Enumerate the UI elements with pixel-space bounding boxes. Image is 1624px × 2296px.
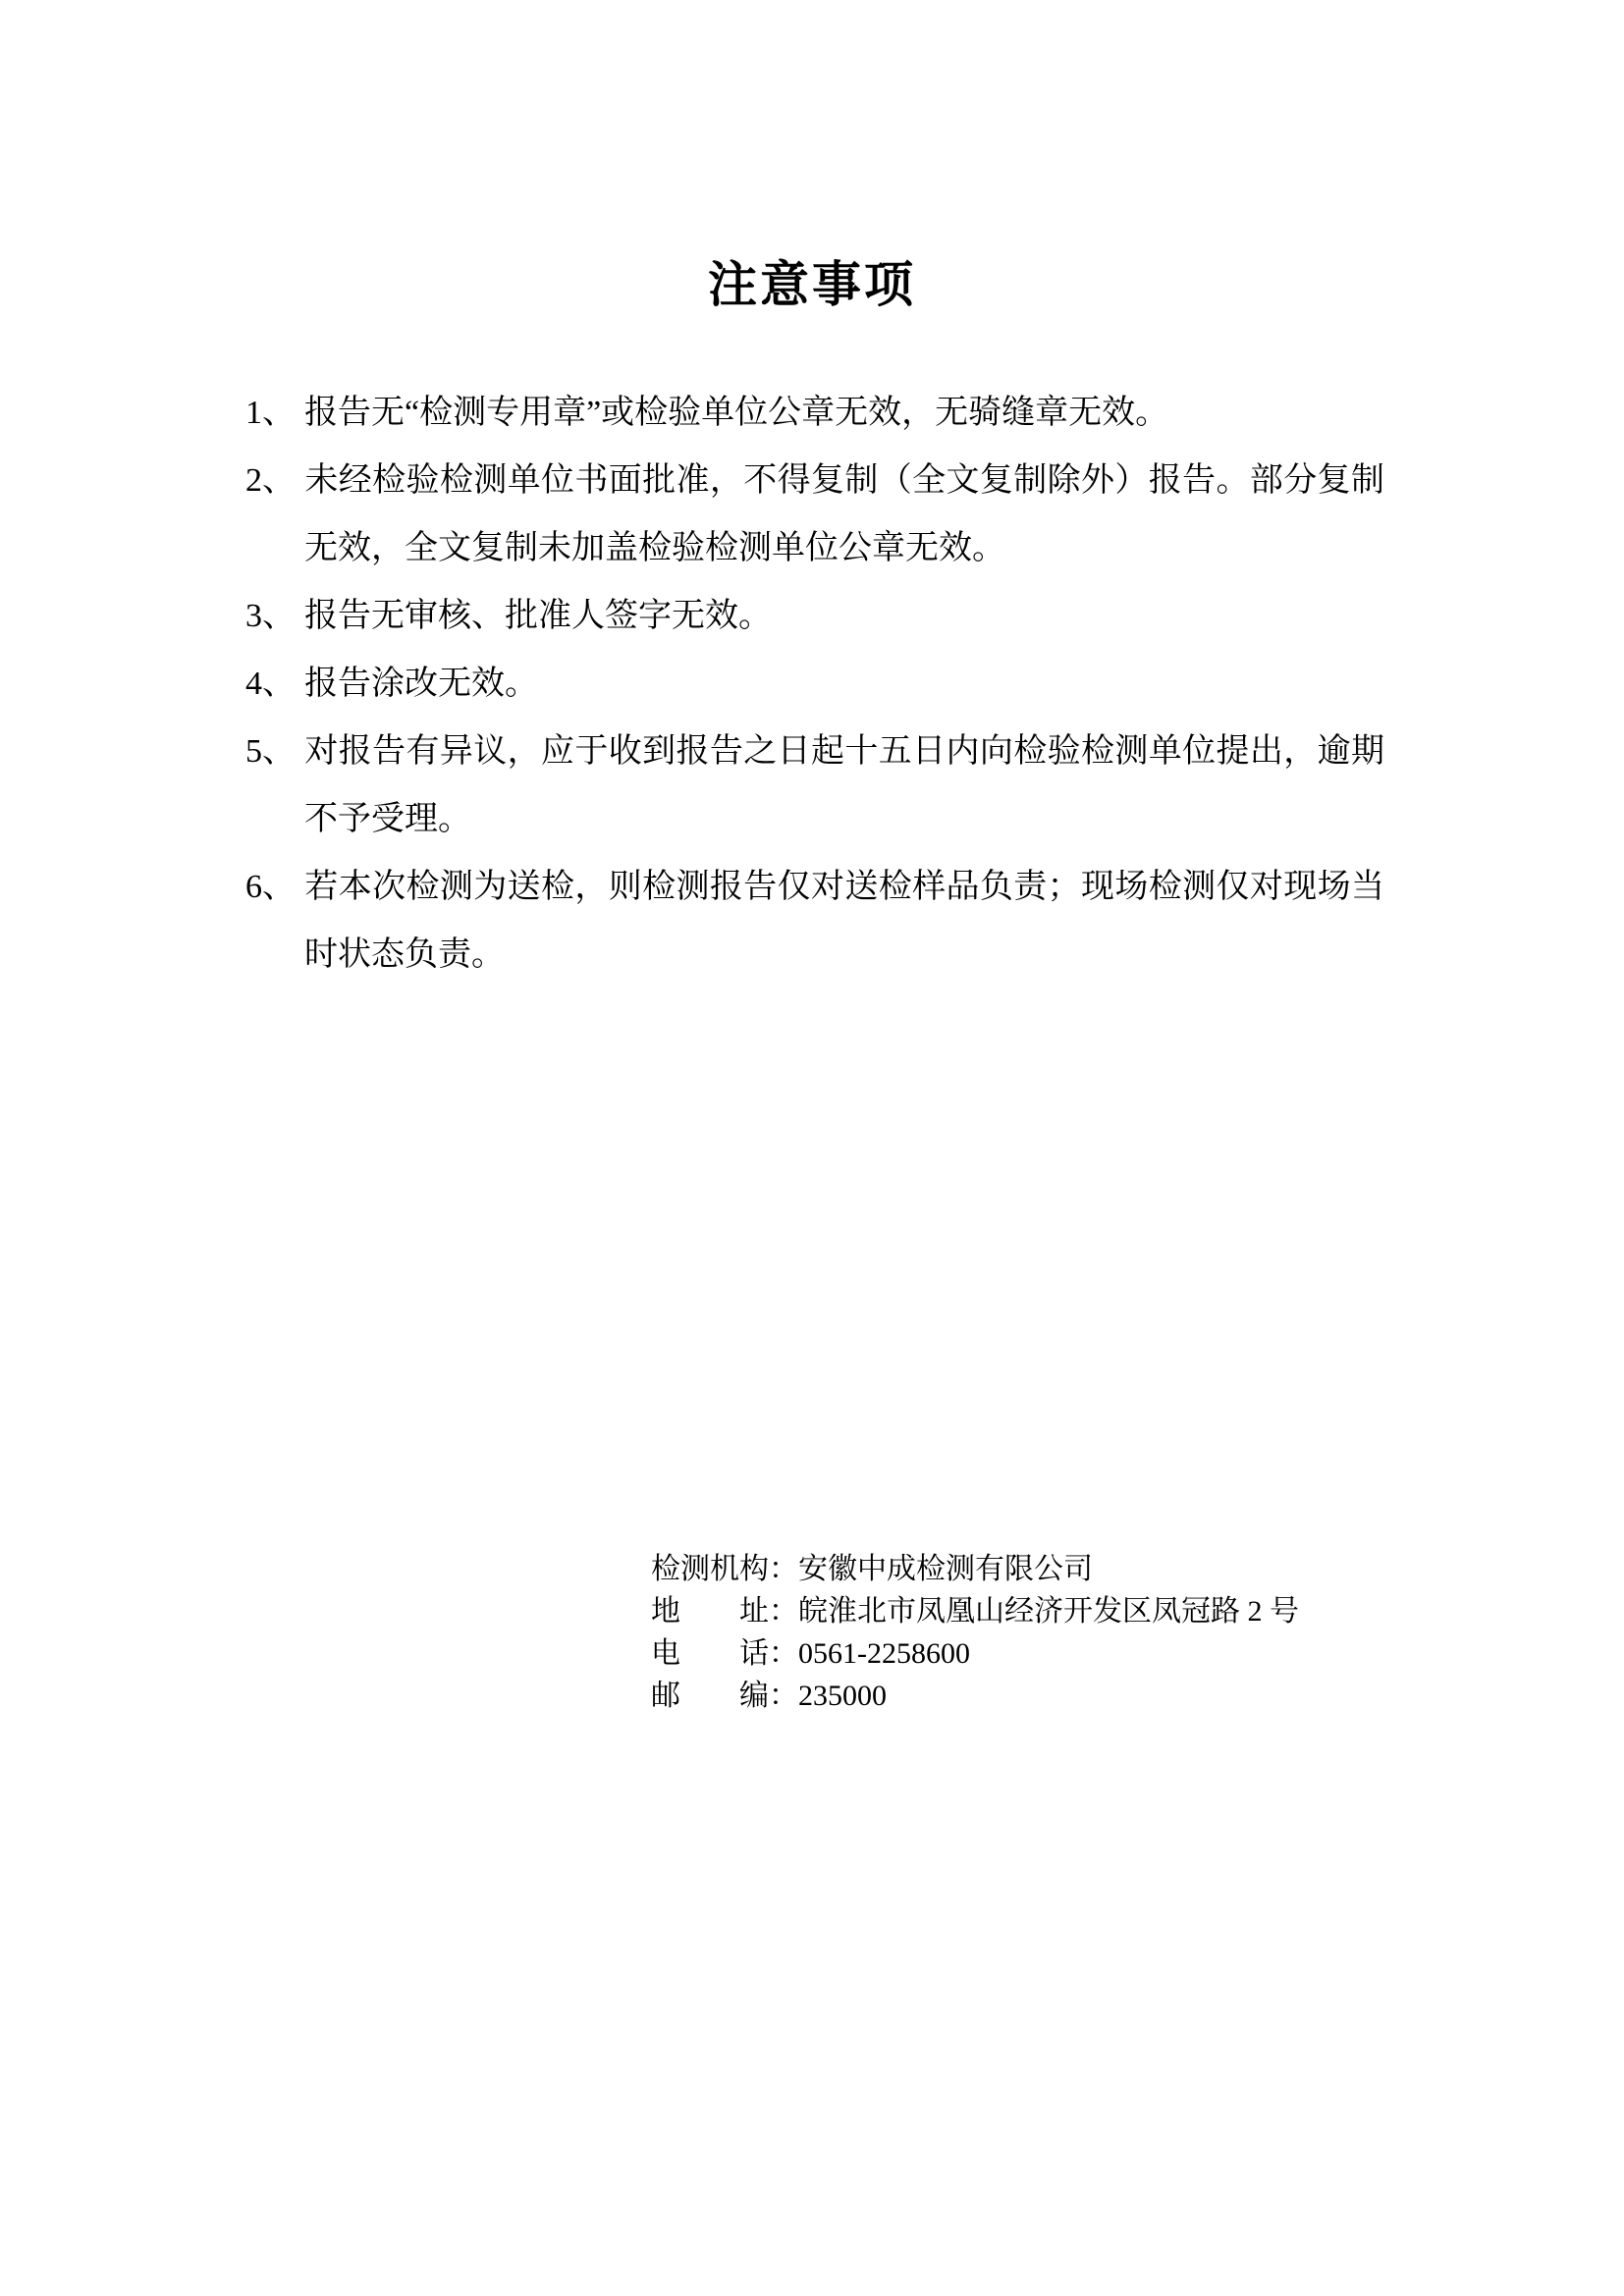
contact-block [651,1548,1299,1717]
contact-label: 电 话： [651,1637,798,1670]
contact-row-phone [651,1632,1299,1675]
list-item [245,582,1384,650]
list-item-text: 若本次检测为送检，则检测报告仅对送检样品负责；现场检测仅对现场当时状态负责。 [304,869,1384,973]
list-item-number: 2、 [245,462,296,499]
list-item-number: 3、 [245,598,296,634]
list-item-text: 报告涂改无效。 [304,666,538,702]
contact-row-postcode [651,1675,1299,1717]
contact-value: 0561-2258600 [798,1637,970,1670]
list-item-text: 报告无“检测专用章”或检验单位公章无效，无骑缝章无效。 [304,395,1169,431]
contact-label: 检测机构： [651,1553,798,1585]
list-item [245,718,1384,853]
list-item-number: 6、 [245,869,296,905]
list-item-text: 对报告有异议，应于收到报告之日起十五日内向检验检测单位提出，逾期不予受理。 [304,733,1384,837]
list-item-number: 4、 [245,666,296,702]
contact-value: 235000 [798,1680,887,1712]
contact-value: 安徽中成检测有限公司 [798,1553,1093,1585]
list-item [245,650,1384,718]
page-title: 注意事项 [708,257,916,312]
list-item-text: 报告无审核、批准人签字无效。 [304,598,772,634]
list-item-number: 5、 [245,733,296,770]
contact-label: 地 址： [651,1595,798,1628]
contact-row-address [651,1590,1299,1632]
list-item [245,853,1384,988]
list-item-text: 未经检验检测单位书面批准，不得复制（全文复制除外）报告。部分复制无效，全文复制未加盖检验检测单位公章无效。 [304,462,1384,566]
contact-value: 皖淮北市凤凰山经济开发区凤冠路 2 号 [798,1595,1299,1628]
list-item [245,447,1384,582]
list-item-number: 1、 [245,395,296,431]
contact-label: 邮 编： [651,1680,798,1712]
contact-row-agency [651,1548,1299,1590]
list-item [245,379,1384,447]
notes-list [245,379,1384,988]
